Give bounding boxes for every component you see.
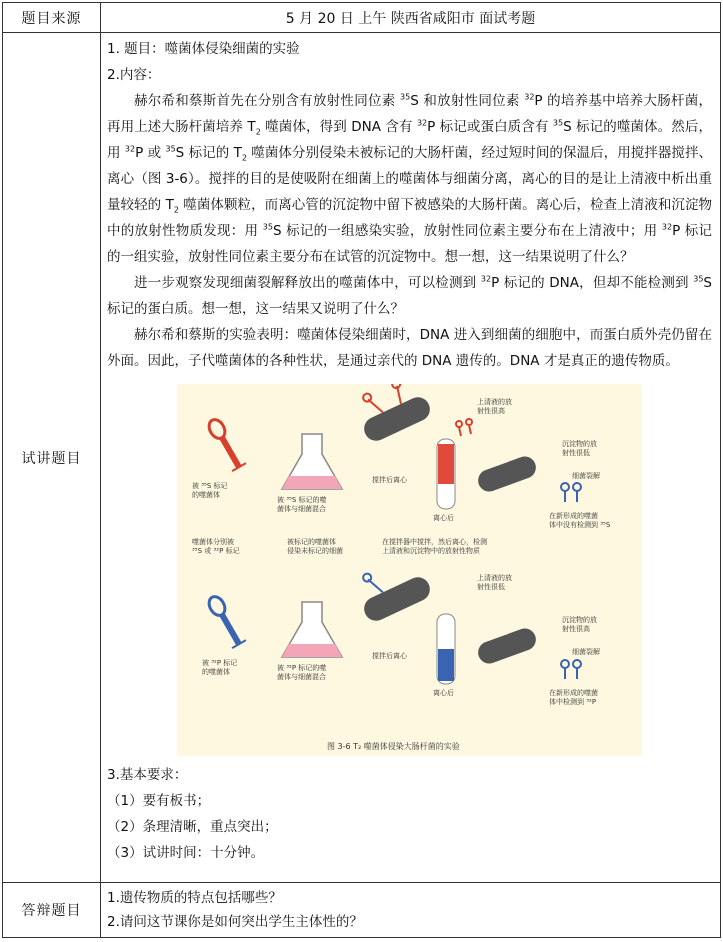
label-top-sediment: 沉淀物的放 射性很低 bbox=[562, 440, 597, 457]
exam-table bbox=[2, 2, 721, 938]
defense-row bbox=[3, 883, 721, 938]
label-top-centrifuged: 离心后 bbox=[433, 514, 454, 522]
phage-p32-icon bbox=[205, 593, 246, 648]
topic-line: 1. 题目：噬菌体侵染细菌的实验 bbox=[107, 41, 300, 57]
label-top-new-phage: 在新形成的噬菌 体中没有检测到 ³⁵S bbox=[549, 512, 611, 529]
bottom-row-drawing bbox=[205, 552, 581, 684]
header-row bbox=[3, 3, 721, 33]
lecture-label: 试讲题目 bbox=[3, 33, 101, 883]
flask-p32-icon bbox=[282, 602, 342, 657]
lecture-content bbox=[101, 33, 721, 883]
bacterium-top1-icon bbox=[350, 384, 434, 445]
label-bottom-supernatant: 上清液的放 射性很低 bbox=[477, 574, 512, 591]
label-s35-phage: 被 ³⁵S 标记 的噬菌体 bbox=[192, 482, 228, 499]
defense-label: 答辩题目 bbox=[3, 883, 101, 938]
source-title: 5 月 20 日 上午 陕西省咸阳市 面试考题 bbox=[101, 3, 721, 33]
label-bottom-new-phage: 在新形成的噬菌 体中检测到 ³²P bbox=[549, 689, 598, 706]
label-note-mid2: 在搅拌器中搅拌，然后离心，检测 上清液和沉淀物中的放射性物质 bbox=[382, 538, 487, 555]
label-top-supernatant: 上清液的放 射性很高 bbox=[477, 398, 512, 415]
label-p32-flask: 被 ³²P 标记的噬 菌体与细菌混合 bbox=[277, 664, 327, 681]
lecture-row bbox=[3, 33, 721, 883]
defense-content bbox=[101, 883, 721, 938]
released-phage-top-icon bbox=[561, 483, 581, 502]
label-bottom-sediment: 沉淀物的放 射性很高 bbox=[562, 616, 597, 633]
label-top-lysis: 细菌裂解 bbox=[572, 472, 600, 480]
phage-s35-icon bbox=[205, 416, 246, 471]
paragraph-2: 进一步观察发现细菌裂解释放出的噬菌体中，可以检测到 $^{32}$P 标记的 DNA，但却不能检测到 $^{35}$S 标记的蛋白质。想一想，这一结果又说明了什么？ bbox=[107, 274, 712, 317]
defense-question-1: 1.遗传物质的特点包括哪些？ bbox=[107, 890, 282, 906]
content-heading: 2.内容： bbox=[107, 67, 161, 83]
paragraph-3: 赫尔希和蔡斯的实验表明：噬菌体侵染细菌时，DNA 进入到细菌的细胞中，而蛋白质外壳仍留在外面。因此，子代噬菌体的各种性状，是通过亲代的 DNA 遗传的。DNA 才是真正的遗传物质。 bbox=[107, 327, 712, 369]
label-bottom-stir: 搅拌后离心 bbox=[372, 652, 407, 660]
requirement-3: （3）试讲时间：十分钟。 bbox=[107, 845, 265, 861]
label-note-mid1: 被标记的噬菌体 侵染未标记的细菌 bbox=[287, 538, 343, 555]
released-phage-bottom-icon bbox=[561, 660, 581, 679]
bacterium-bottom1-icon bbox=[350, 552, 434, 625]
bacterium-top2-icon bbox=[475, 453, 539, 494]
figure-caption: 图 3-6 T₂ 噬菌体侵染大肠杆菌的实验 bbox=[327, 742, 460, 751]
source-label: 题目来源 bbox=[3, 3, 101, 33]
defense-question-2: 2.请问这节课你是如何突出学生主体性的？ bbox=[107, 914, 363, 930]
supernatant-phage-top-icon bbox=[456, 419, 472, 436]
label-bottom-lysis: 细菌裂解 bbox=[572, 648, 600, 656]
bacterium-bottom2-icon bbox=[475, 625, 539, 666]
requirements-heading: 3.基本要求： bbox=[107, 767, 188, 783]
label-bottom-centrifuged: 离心后 bbox=[433, 689, 454, 697]
tube-top-icon bbox=[437, 439, 455, 509]
requirement-1: （1）要有板书； bbox=[107, 793, 211, 809]
requirement-2: （2）条理清晰，重点突出； bbox=[107, 819, 278, 835]
label-note-left: 噬菌体分别被 ³⁵S 或 ³²P 标记 bbox=[192, 538, 240, 555]
tube-bottom-icon bbox=[437, 614, 455, 684]
label-top-stir: 搅拌后离心 bbox=[372, 476, 407, 484]
experiment-figure bbox=[177, 384, 642, 756]
label-s35-flask: 被 ³⁵S 标记的噬 菌体与细菌混合 bbox=[277, 496, 327, 513]
label-p32-phage: 被 ³²P 标记 的噬菌体 bbox=[202, 659, 238, 676]
top-row-drawing bbox=[205, 384, 581, 509]
paragraph-1: 赫尔希和蔡斯首先在分别含有放射性同位素 $^{35}$S 和放射性同位素 $^{32}$P 的培养基中培养大肠杆菌，再用上述大肠杆菌培养 $T_2$ 噬菌体，得到 DNA 含有 $^{32}$P 标记或蛋白质含有 $^{35}$S 标记的噬菌体。然后，用 $^{32}$P 或 $^{35}$S 标记的 $T_2$ 噬菌体分别侵染未被标记的大肠杆菌，经过短时间的保温后，用搅拌器搅拌、离心（图 3-6）。搅拌的目的是使吸附在细菌上的噬菌体与细菌分离，离心的目的是让上清液中析出重量较轻的 $T_2$ 噬菌体颗粒，而离心管的沉淀物中留下被感染的大肠杆菌。离心后，检查上清液和沉淀物中的放射性物质发现：用 $^{35}$S 标记的一组感染实验，放射性同位素主要分布在上清液中；用 $^{32}$P 标记的一组实验，放射性同位素主要分布在试管的沉淀物中。想一想，这一结果说明了什么？ bbox=[107, 92, 713, 265]
flask-s35-icon bbox=[282, 434, 342, 489]
